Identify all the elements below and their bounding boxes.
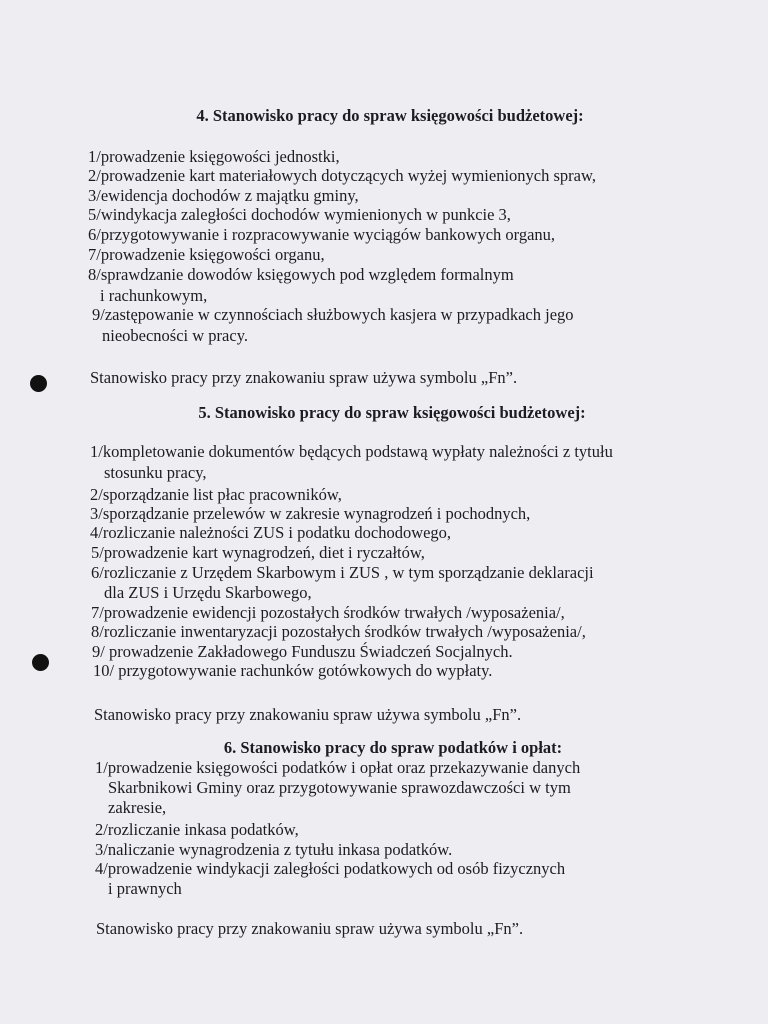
list-item: 6/rozliczanie z Urzędem Skarbowym i ZUS , w tym sporządzanie deklaracji (91, 563, 594, 582)
list-item: Skarbnikowi Gminy oraz przygotowywanie sprawozdawczości w tym (108, 778, 571, 797)
list-item: dla ZUS i Urzędu Skarbowego, (104, 583, 312, 602)
list-item: 2/prowadzenie kart materiałowych dotyczących wyżej wymienionych spraw, (88, 166, 596, 185)
list-item: i prawnych (108, 879, 182, 898)
section-4-heading: 4. Stanowisko pracy do spraw księgowości budżetowej: (196, 106, 584, 125)
list-item: 9/zastępowanie w czynnościach służbowych kasjera w przypadkach jego (92, 305, 574, 324)
list-item: zakresie, (108, 798, 167, 817)
list-item: 8/sprawdzanie dowodów księgowych pod względem formalnym (88, 265, 514, 284)
section-6-heading: 6. Stanowisko pracy do spraw podatków i opłat: (223, 738, 563, 757)
punch-hole-bottom (32, 654, 49, 671)
punch-hole-top (30, 375, 47, 392)
list-item: i rachunkowym, (100, 286, 208, 305)
list-item: 4/prowadzenie windykacji zaległości podatkowych od osób fizycznych (95, 859, 566, 878)
list-item: 8/rozliczanie inwentaryzacji pozostałych środków trwałych /wyposażenia/, (91, 622, 586, 641)
section-5-heading: 5. Stanowisko pracy do spraw księgowości budżetowej: (198, 403, 586, 422)
list-item: 1/prowadzenie księgowości jednostki, (88, 147, 340, 166)
list-item: 3/naliczanie wynagrodzenia z tytułu inkasa podatków. (95, 840, 453, 859)
list-item: 10/ przygotowywanie rachunków gotówkowych do wypłaty. (93, 661, 493, 680)
list-item: 3/sporządzanie przelewów w zakresie wynagrodzeń i pochodnych, (90, 504, 531, 523)
list-item: 5/prowadzenie kart wynagrodzeń, diet i ryczałtów, (91, 543, 425, 562)
symbol-note: Stanowisko pracy przy znakowaniu spraw używa symbolu „Fn”. (94, 705, 522, 724)
list-item: 4/rozliczanie należności ZUS i podatku dochodowego, (90, 523, 452, 542)
symbol-note: Stanowisko pracy przy znakowaniu spraw używa symbolu „Fn”. (96, 919, 524, 938)
list-item: 2/rozliczanie inkasa podatków, (95, 820, 299, 839)
list-item: 6/przygotowywanie i rozpracowywanie wyciągów bankowych organu, (88, 225, 556, 244)
list-item: 3/ewidencja dochodów z majątku gminy, (88, 186, 359, 205)
list-item: 7/prowadzenie ewidencji pozostałych środków trwałych /wyposażenia/, (91, 603, 565, 622)
list-item: 1/prowadzenie księgowości podatków i opłat oraz przekazywanie danych (95, 758, 581, 777)
list-item: 2/sporządzanie list płac pracowników, (90, 485, 342, 504)
list-item: 5/windykacja zaległości dochodów wymienionych w punkcie 3, (88, 205, 511, 224)
list-item: 9/ prowadzenie Zakładowego Funduszu Świadczeń Socjalnych. (92, 642, 513, 661)
symbol-note: Stanowisko pracy przy znakowaniu spraw używa symbolu „Fn”. (90, 368, 518, 387)
list-item: 1/kompletowanie dokumentów będących podstawą wypłaty należności z tytułu (90, 442, 613, 461)
list-item: nieobecności w pracy. (102, 326, 248, 345)
list-item: stosunku pracy, (104, 463, 207, 482)
list-item: 7/prowadzenie księgowości organu, (88, 245, 325, 264)
